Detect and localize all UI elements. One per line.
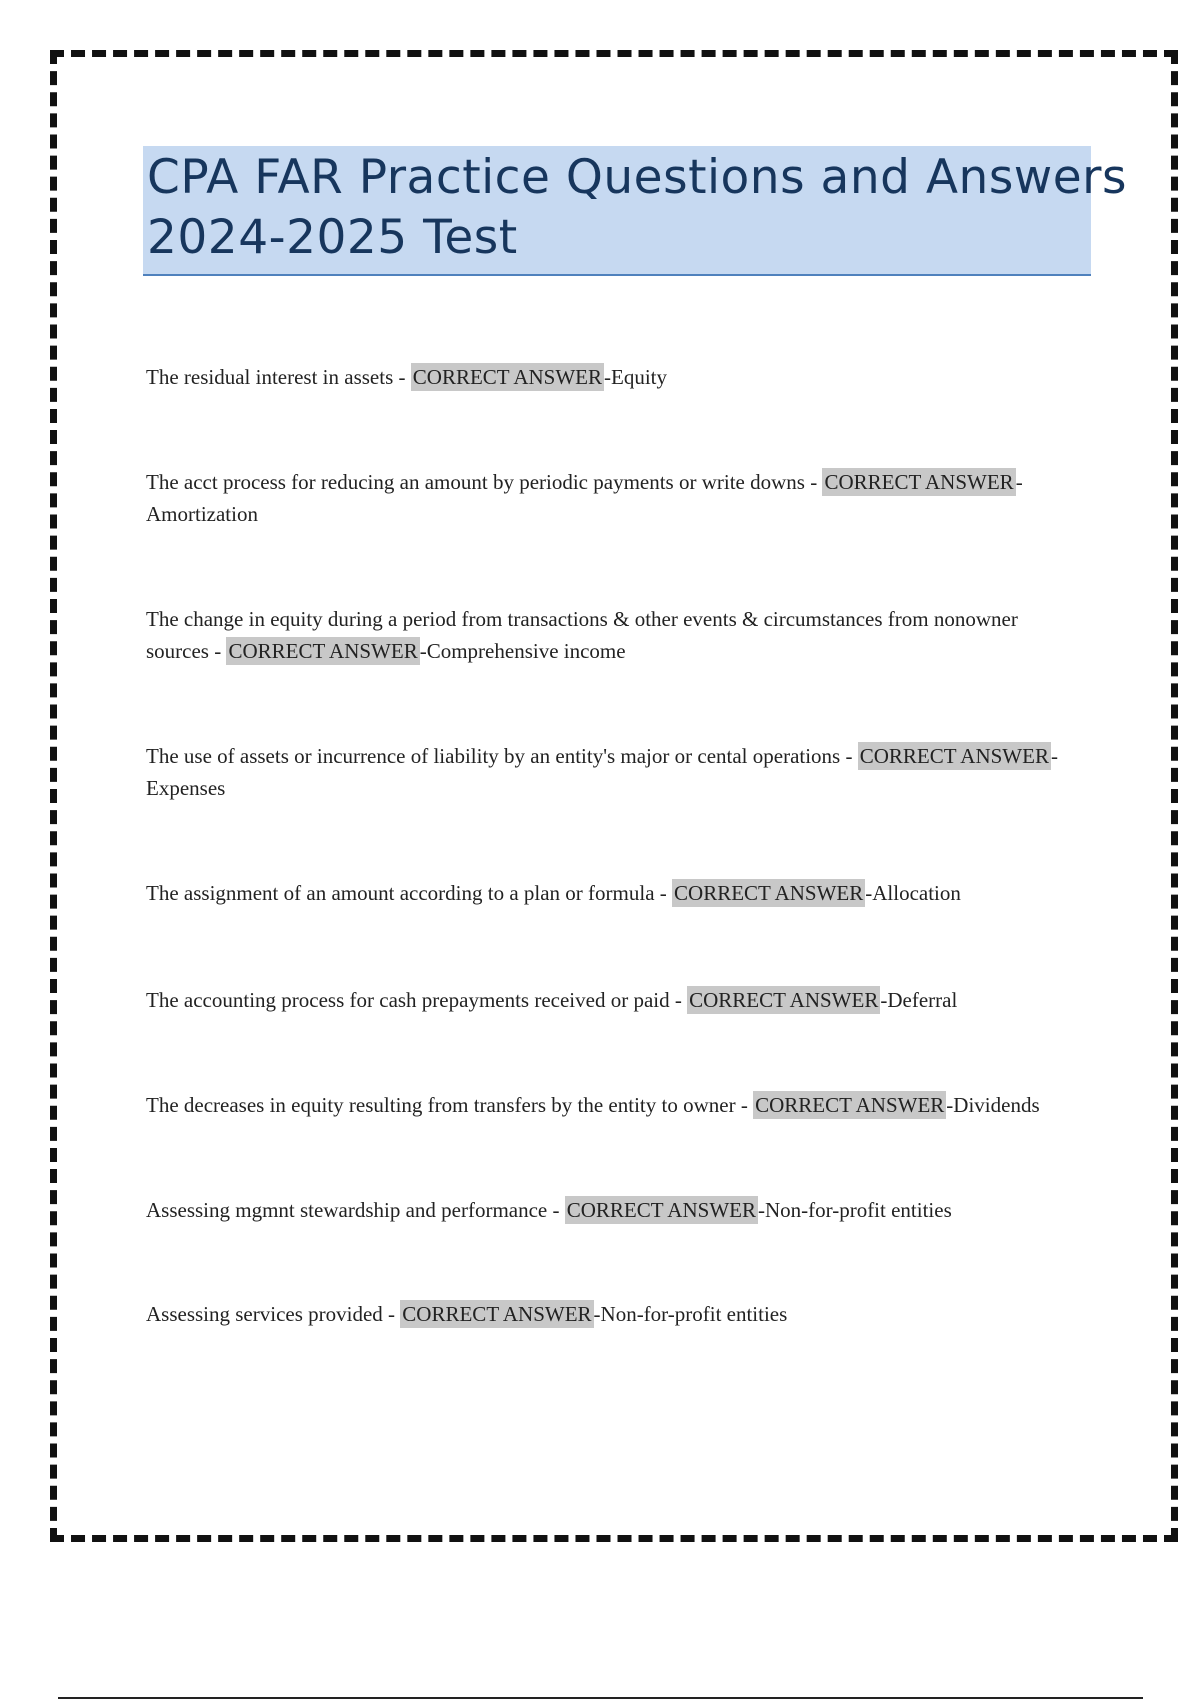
question-text: Assessing mgmnt stewardship and performance - [146, 1198, 565, 1222]
qa-item [146, 1194, 1086, 1226]
correct-answer-badge: CORRECT ANSWER [402, 1302, 592, 1326]
answer-text: -Expenses [146, 744, 1058, 800]
answer-text: -Non-for-profit entities [593, 1302, 788, 1326]
answer-text: -Allocation [865, 881, 961, 905]
qa-item [146, 1089, 1086, 1121]
correct-answer-badge: CORRECT ANSWER [412, 365, 602, 389]
question-text: The acct process for reducing an amount by periodic payments or write downs - [146, 470, 823, 494]
qa-item [146, 877, 1086, 909]
question-text: The decreases in equity resulting from transfers by the entity to owner - [146, 1093, 754, 1117]
answer-text: -Non-for-profit entities [757, 1198, 952, 1222]
correct-answer-badge: CORRECT ANSWER [755, 1093, 945, 1117]
correct-answer-badge: CORRECT ANSWER [824, 470, 1014, 494]
answer-text: -Deferral [880, 988, 958, 1012]
question-text: The residual interest in assets - [146, 365, 411, 389]
question-text: The assignment of an amount according to a plan or formula - [146, 881, 673, 905]
title-line-1: CPA FAR Practice Questions and Answers [147, 150, 1127, 205]
correct-answer-badge: CORRECT ANSWER [859, 744, 1049, 768]
correct-answer-badge: CORRECT ANSWER [228, 639, 418, 663]
correct-answer-badge: CORRECT ANSWER [566, 1198, 756, 1222]
qa-item [146, 466, 1086, 530]
document-title [143, 146, 1127, 276]
correct-answer-badge: CORRECT ANSWER [674, 881, 864, 905]
answer-text: -Amortization [146, 470, 1023, 526]
correct-answer-badge: CORRECT ANSWER [689, 988, 879, 1012]
qa-item [146, 1298, 1086, 1330]
qa-item [146, 984, 1086, 1016]
question-text: The change in equity during a period from transactions & other events & circumstances from nonowner sources - [146, 607, 1018, 663]
footer-divider [58, 1697, 1143, 1699]
title-line-2: 2024-2025 Test [147, 210, 518, 265]
qa-item [146, 740, 1086, 804]
answer-text: -Dividends [946, 1093, 1040, 1117]
question-text: The accounting process for cash prepayments received or paid - [146, 988, 688, 1012]
qa-item [146, 603, 1086, 667]
question-text: Assessing services provided - [146, 1302, 401, 1326]
question-text: The use of assets or incurrence of liability by an entity's major or cental operations - [146, 744, 858, 768]
answer-text: -Comprehensive income [419, 639, 626, 663]
qa-item [146, 361, 1086, 393]
answer-text: -Equity [604, 365, 667, 389]
